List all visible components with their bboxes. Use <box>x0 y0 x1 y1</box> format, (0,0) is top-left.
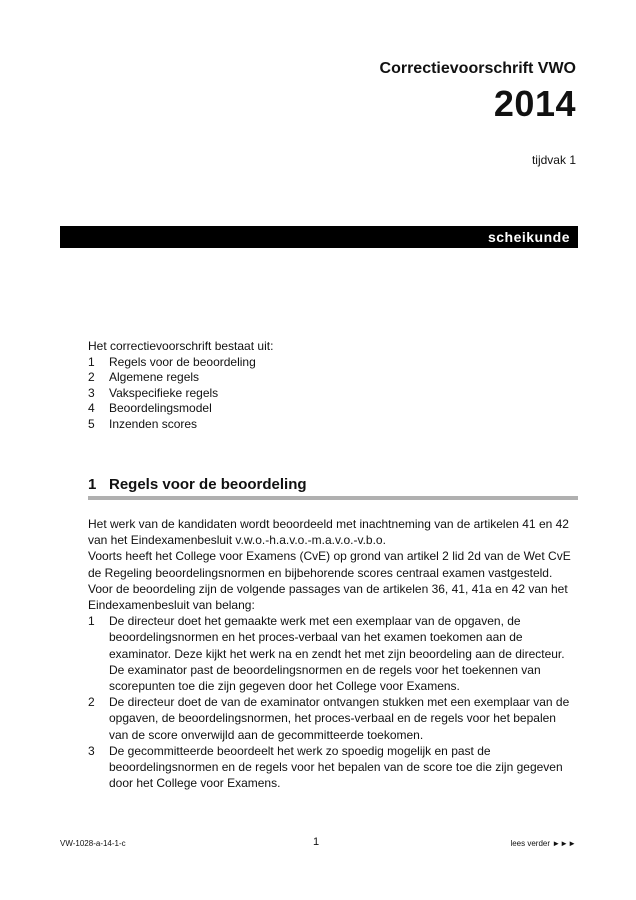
contents-item-number: 1 <box>88 354 95 369</box>
contents-item <box>88 417 568 433</box>
rule-text: De directeur doet de van de examinator ontvangen stukken met een exemplaar van de opgaven, de beoordelingsnormen, het proces-verbaal en de regels voor het bepalen van de score onverwijld aan de gecommitteerde toekomen. <box>109 695 570 742</box>
rule-item <box>88 613 578 694</box>
section-heading <box>88 476 578 493</box>
contents-item-number: 3 <box>88 385 95 400</box>
contents-item <box>88 370 568 386</box>
contents-item-label: Regels voor de beoordeling <box>109 354 256 369</box>
contents-item-number: 5 <box>88 416 95 431</box>
contents-item-label: Vakspecifieke regels <box>109 385 219 400</box>
contents-item <box>88 386 568 402</box>
subject-bar <box>60 226 578 248</box>
document-title: Correctievoorschrift VWO <box>379 60 576 77</box>
document-year: 2014 <box>493 83 576 124</box>
rule-item <box>88 694 578 743</box>
rule-text: De gecommitteerde beoordeelt het werk zo spoedig mogelijk en past de beoordelingsnormen en de regels voor het bepalen van de score toe die zijn gegeven door het College voor Examens. <box>109 743 563 791</box>
footer-document-code: VW-1028-a-14-1-c <box>60 839 126 848</box>
contents-list <box>88 355 568 433</box>
contents-item <box>88 355 568 371</box>
body-paragraph: Het werk van de kandidaten wordt beoordeeld met inachtneming van de artikelen 41 en 42 van het Eindexamenbesluit v.w.o.-h.a.v.o.-m.a.v.o.-v.b.o. <box>88 517 569 548</box>
subject-label: scheikunde <box>487 229 570 245</box>
document-tijdvak: tijdvak 1 <box>531 153 576 167</box>
contents-item-number: 4 <box>88 401 95 415</box>
contents-item-label: Algemene regels <box>109 370 200 384</box>
rule-text: De directeur doet het gemaakte werk met een exemplaar van de opgaven, de beoordelingsnormen en het proces-verbaal van het examen toekomen aan de examinator. Deze kijkt het werk na en zendt het met zijn beoordeling aan de directeur. De examinator past de beoordelingsnormen en de regels voor het toekennen van scorepunten toe die zijn gegeven door het College voor Examens. <box>109 614 565 694</box>
section-title: Regels voor de beoordeling <box>109 476 307 493</box>
rules-list <box>88 613 578 791</box>
section-body <box>88 516 578 791</box>
contents-item-label: Beoordelingsmodel <box>109 401 212 415</box>
body-paragraph: Voorts heeft het College voor Examens (CvE) op grond van artikel 2 lid 2d van de Wet CvE de Regeling beoordelingsnormen en bijbehorende scores centraal examen vastgesteld. <box>88 549 571 580</box>
contents-item-label: Inzenden scores <box>109 416 198 431</box>
contents-intro: Het correctievoorschrift bestaat uit: <box>88 339 274 353</box>
footer-continue-label: lees verder ►►► <box>510 839 576 848</box>
contents-block <box>88 339 568 432</box>
rule-number: 1 <box>88 614 95 629</box>
footer-page-number: 1 <box>313 836 320 848</box>
body-paragraph: Voor de beoordeling zijn de volgende passages van de artikelen 36, 41, 41a en 42 van het Eindexamenbesluit van belang: <box>88 581 568 613</box>
contents-item <box>88 401 568 417</box>
rule-item <box>88 743 578 792</box>
contents-item-number: 2 <box>88 370 95 384</box>
section-number: 1 <box>88 476 97 493</box>
section-divider <box>88 496 578 500</box>
rule-number: 3 <box>88 743 95 758</box>
rule-number: 2 <box>88 695 95 710</box>
